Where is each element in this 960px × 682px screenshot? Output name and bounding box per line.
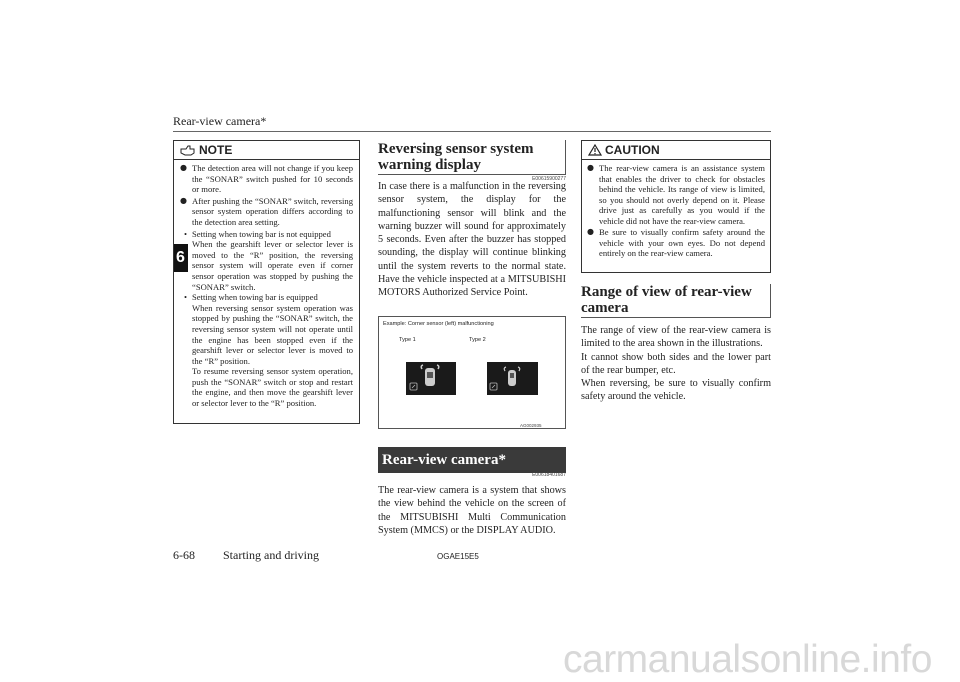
- header-rule: [173, 131, 771, 132]
- section-paragraph: In case there is a malfunction in the reversing sensor system, the display for the malfunctioning sensor will blink and the warning buzzer will sound for approximately 5 seconds. Even after the buzzer has stopped sounding, the display will continue blinking until the system reverts to the normal state. Have the vehicle inspected at a MITSUBISHI MOTORS Authorized Service Point.: [378, 181, 566, 299]
- note-header: [174, 141, 359, 160]
- note-sub-title: Setting when towing bar is not equipped: [192, 228, 331, 239]
- section-banner: Rear-view camera*: [378, 447, 566, 473]
- caution-item: ● The rear-view camera is an assistance system that enables the driver to check for obstacles behind the vehicle. Its range of view is limited, so you should not overly depend on it. Please drive just as carefully as you would if the vehicle did not have the rear-view camera.: [587, 163, 765, 226]
- note-item: ● After pushing the “SONAR” switch, reversing sensor system operation differs according to the detection area setting.: [180, 195, 353, 227]
- note-sub-item: [184, 292, 353, 409]
- note-sub-text: When the gearshift lever or selector lever is moved to the “R” position, the reversing sensor system will operate even if corner sensor operation was stopped by pushing the “SONAR” switch.: [192, 239, 353, 292]
- chapter-tab: 6: [173, 244, 188, 272]
- heading-rule: [581, 317, 771, 318]
- footer-title: Starting and driving: [223, 548, 319, 562]
- display-type2: [487, 362, 538, 395]
- paragraph-line: It cannot show both sides and the lower part of the rear bumper, etc.: [581, 351, 771, 376]
- figure-caption: Example: Corner sensor (left) malfunctioning: [383, 321, 494, 327]
- section-code: E00618401687: [532, 472, 566, 478]
- caution-item: ● Be sure to visually confirm safety around the vehicle with your own eyes. Do not depend entirely on the rear-view camera.: [587, 227, 765, 258]
- warning-triangle-icon: [588, 144, 602, 156]
- bullet-icon: ●: [587, 163, 594, 172]
- section-heading: Range of view of rear-view camera: [581, 284, 752, 316]
- note-item: ● The detection area will not change if you keep the “SONAR” switch pushed for 10 seconds or more.: [180, 163, 353, 195]
- caution-header: [582, 141, 770, 160]
- car-sensor-icon: [406, 362, 456, 395]
- dot-icon: •: [184, 292, 188, 303]
- bullet-icon: ●: [180, 163, 187, 172]
- section-heading: Reversing sensor system warning display: [378, 141, 534, 173]
- figure-type2-label: Type 2: [469, 337, 486, 343]
- section-paragraph: [581, 324, 771, 404]
- heading-rule: [378, 174, 566, 175]
- caution-label: CAUTION: [605, 143, 660, 157]
- note-box: [173, 140, 360, 424]
- car-sensor-icon: [487, 362, 538, 395]
- dot-icon: •: [184, 228, 188, 239]
- caution-body: [582, 160, 770, 259]
- heading-rule: [565, 140, 566, 175]
- display-type1: [406, 362, 456, 395]
- note-sub-item: [184, 229, 353, 293]
- footer-code: OGAE15E5: [437, 552, 479, 561]
- note-label: NOTE: [199, 143, 233, 157]
- figure-code: AG002935: [520, 423, 542, 428]
- watermark: carmanualsonline.info: [563, 638, 932, 681]
- note-body: [174, 160, 359, 409]
- caution-box: [581, 140, 771, 273]
- page-number: 6-68: [173, 548, 195, 562]
- running-header: Rear-view camera*: [173, 114, 267, 128]
- bullet-icon: ●: [587, 227, 594, 236]
- note-sub-text: When reversing sensor system operation was stopped by pushing the “SONAR” switch, the reversing sensor system will not operate until the engine has been stopped even if the gearshift lever or selector lever is moved to the “R” position.: [192, 302, 353, 366]
- heading-rule: [770, 284, 771, 318]
- section-code: E00615900277: [532, 176, 566, 182]
- note-sub-text: To resume reversing sensor system operation, push the “SONAR” switch or stop and restart the engine, and then move the gearshift lever or selector lever to the “R” position.: [192, 366, 353, 409]
- paragraph-line: When reversing, be sure to visually confirm safety around the vehicle.: [581, 378, 771, 403]
- bullet-icon: ●: [180, 195, 187, 205]
- note-hand-icon: [180, 144, 196, 156]
- note-sub-title: Setting when towing bar is equipped: [192, 292, 318, 303]
- paragraph-line: The range of view of the rear-view camera is limited to the area shown in the illustrations.: [581, 325, 771, 350]
- section-paragraph: The rear-view camera is a system that shows the view behind the vehicle on the screen of the MITSUBISHI Multi Communication System (MMCS) or the DISPLAY AUDIO.: [378, 485, 566, 536]
- figure-type1-label: Type 1: [399, 337, 416, 343]
